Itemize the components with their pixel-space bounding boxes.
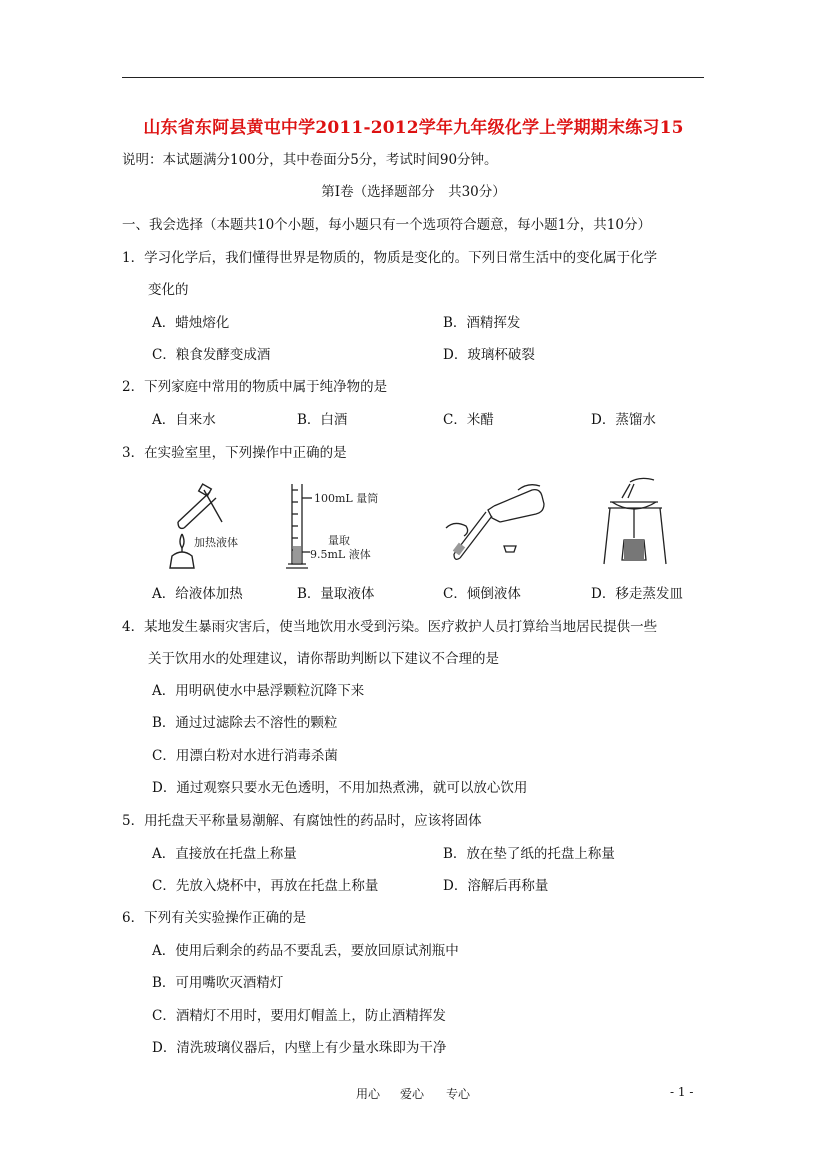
- figure-heating-liquid: [160, 478, 270, 574]
- question-3-stem: 3．在实验室里，下列操作中正确的是: [122, 445, 347, 461]
- question-6-option-a: A．使用后剩余的药品不要乱丢，要放回原试剂瓶中: [152, 943, 459, 959]
- question-5-option-d: D．溶解后再称量: [443, 878, 549, 894]
- question-4-option-c: C．用漂白粉对水进行消毒杀菌: [152, 748, 338, 764]
- header-rule: [122, 77, 704, 78]
- question-1-line1: 1．学习化学后，我们懂得世界是物质的，物质是变化的。下列日常生活中的变化属于化学: [122, 250, 658, 266]
- question-5-stem: 5．用托盘天平称量易潮解、有腐蚀性的药品时，应该将固体: [122, 813, 482, 829]
- question-5-option-b: B．放在垫了纸的托盘上称量: [443, 846, 615, 862]
- exam-note: 说明：本试题满分100分，其中卷面分5分，考试时间90分钟。: [122, 152, 498, 168]
- question-4-line2: 关于饮用水的处理建议，请你帮助判断以下建议不合理的是: [148, 651, 499, 667]
- footer-text-2: 爱心: [400, 1087, 425, 1101]
- figure-b-label-volume: 9.5mL 液体: [310, 548, 371, 561]
- question-1-option-c: C．粮食发酵变成酒: [152, 347, 271, 363]
- part-title: 第Ⅰ卷（选择题部分 共30分）: [321, 184, 506, 200]
- question-2-option-b: B．白酒: [297, 412, 348, 428]
- page-title: 山东省东阿县黄屯中学2011-2012学年九年级化学上学期期末练习15: [143, 118, 684, 138]
- question-2-option-d: D．蒸馏水: [591, 412, 656, 428]
- question-6-option-b: B．可用嘴吹灭酒精灯: [152, 975, 284, 991]
- question-2-option-c: C．米醋: [443, 412, 494, 428]
- question-6-stem: 6．下列有关实验操作正确的是: [122, 910, 307, 926]
- question-1-option-a: A．蜡烛熔化: [152, 315, 230, 331]
- section-heading: 一、我会选择（本题共10个小题，每小题只有一个选项符合题意，每小题1分，共10分）: [122, 217, 651, 233]
- figure-graduated-cylinder: [280, 480, 390, 574]
- figure-b-label-cylinder: 100mL 量筒: [314, 492, 379, 505]
- question-1-option-b: B．酒精挥发: [443, 315, 521, 331]
- question-4-line1: 4．某地发生暴雨灾害后，使当地饮用水受到污染。医疗救护人员打算给当地居民提供一些: [122, 619, 658, 635]
- footer-text-1: 用心: [356, 1087, 381, 1101]
- figure-a-label: 加热液体: [194, 536, 238, 549]
- question-1-option-d: D．玻璃杯破裂: [443, 347, 535, 363]
- question-5-option-c: C．先放入烧杯中，再放在托盘上称量: [152, 878, 379, 894]
- question-3-option-a: A．给液体加热: [152, 586, 243, 602]
- figure-evaporating-dish: [600, 476, 670, 574]
- question-4-option-a: A．用明矾使水中悬浮颗粒沉降下来: [152, 683, 365, 699]
- question-1-line2: 变化的: [148, 282, 189, 298]
- question-3-option-c: C．倾倒液体: [443, 586, 521, 602]
- question-6-option-d: D．清洗玻璃仪器后，内壁上有少量水珠即为干净: [152, 1040, 447, 1056]
- question-6-option-c: C．酒精灯不用时，要用灯帽盖上，防止酒精挥发: [152, 1008, 446, 1024]
- question-2-stem: 2．下列家庭中常用的物质中属于纯净物的是: [122, 379, 388, 395]
- figure-pouring-liquid: [440, 484, 550, 574]
- footer-text-3: 专心: [446, 1087, 471, 1101]
- question-4-option-b: B．通过过滤除去不溶性的颗粒: [152, 715, 338, 731]
- figure-b-label-take: 量取: [328, 534, 350, 547]
- question-4-option-d: D．通过观察只要水无色透明，不用加热煮沸，就可以放心饮用: [152, 780, 528, 796]
- question-3-option-b: B．量取液体: [297, 586, 375, 602]
- question-2-option-a: A．自来水: [152, 412, 216, 428]
- question-5-option-a: A．直接放在托盘上称量: [152, 846, 297, 862]
- page-number: - 1 -: [670, 1085, 694, 1099]
- question-3-option-d: D．移走蒸发皿: [591, 586, 683, 602]
